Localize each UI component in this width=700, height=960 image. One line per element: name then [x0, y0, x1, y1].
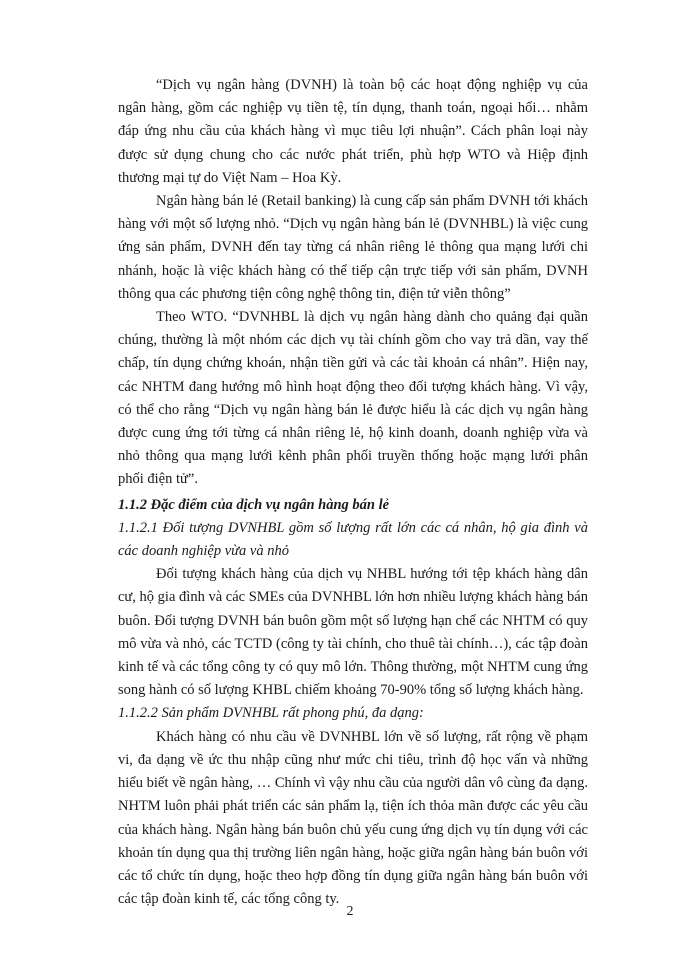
document-page	[118, 74, 588, 911]
section-heading: 1.1.2 Đặc điểm của dịch vụ ngân hàng bán lẻ	[118, 496, 390, 513]
paragraph-retail-banking: Ngân hàng bán lẻ (Retail banking) là cung cấp sản phẩm DVNH tới khách hàng với một số lượng nhỏ. “Dịch vụ ngân hàng bán lẻ (DVNHBL) là việc cung ứng sản phẩm, DVNH đến tay từng cá nhân riêng lẻ thông qua mạng lưới chi nhánh, hoặc là việc khách hàng có thể tiếp cận trực tiếp với sản phẩm, DVNH thông qua các phương tiện công nghệ thông tin, điện tử viễn thông”	[118, 193, 588, 302]
paragraph-customer-base: Đối tượng khách hàng của dịch vụ NHBL hướng tới tệp khách hàng dân cư, hộ gia đình và các SMEs của DVNHBL lớn hơn nhiều lượng khách hàng bán buôn. Đối tượng DVNH bán buôn gồm một số lượng hạn chế các NHTM có quy mô vừa và nhỏ, các TCTD (công ty tài chính, cho thuê tài chính…), các tập đoàn kinh tế và các tổng công ty có quy mô lớn. Thông thường, một NHTM cung ứng song hành có số lượng KHBL chiếm khoảng 70-90% tổng số lượng khách hàng.	[118, 566, 588, 699]
subsection-heading-1: 1.1.2.1 Đối tượng DVNHBL gồm số lượng rất lớn các cá nhân, hộ gia đình và các doanh nghiệp vừa và nhỏ	[118, 519, 588, 560]
subsection-heading-2: 1.1.2.2 Sản phẩm DVNHBL rất phong phú, đa dạng:	[118, 705, 424, 722]
paragraph-wto-definition: Theo WTO. “DVNHBL là dịch vụ ngân hàng dành cho quảng đại quần chúng, thường là một nhóm các dịch vụ tài chính gồm cho vay trả dần, vay thế chấp, tín dụng chứng khoán, nhận tiền gửi và các tài khoản cá nhân”. Hiện nay, các NHTM đang hướng mô hình hoạt động theo đối tượng khách hàng. Vì vậy, có thể cho rằng “Dịch vụ ngân hàng bán lẻ được hiểu là các dịch vụ ngân hàng được cung ứng tới từng cá nhân riêng lẻ, hộ kinh doanh, doanh nghiệp vừa và nhỏ thông qua mạng lưới kênh phân phối truyền thống hoặc mạng lưới phân phối điện tử”.	[118, 309, 588, 488]
paragraph-definition-banking-services: “Dịch vụ ngân hàng (DVNH) là toàn bộ các hoạt động nghiệp vụ của ngân hàng, gồm các nghiệp vụ tiền tệ, tín dụng, thanh toán, ngoại hối… nhằm đáp ứng nhu cầu của khách hàng vì mục tiêu lợi nhuận”. Cách phân loại này được sử dụng chung cho các nước phát triển, phù hợp WTO và Hiệp định thương mại tự do Việt Nam – Hoa Kỳ.	[118, 77, 588, 186]
paragraph-product-diversity: Khách hàng có nhu cầu về DVNHBL lớn về số lượng, rất rộng về phạm vi, đa dạng về ức thu nhập cũng như mức chi tiêu, trình độ học vấn và những hiểu biết về ngân hàng, … Chính vì vậy nhu cầu của người dân vô cùng đa dạng. NHTM luôn phải phát triển các sản phẩm lạ, tiện ích thỏa mãn được các yêu cầu của khách hàng. Ngân hàng bán buôn chủ yếu cung ứng dịch vụ tín dụng với các khoản tín dụng qua thị trường liên ngân hàng, hoặc giữa ngân hàng bán buôn với các tổ chức tín dụng, hoặc theo hợp đồng tín dụng giữa ngân hàng bán buôn với các tập đoàn kinh tế, các tổng công ty.	[118, 728, 588, 908]
page-number: 2	[346, 904, 354, 919]
